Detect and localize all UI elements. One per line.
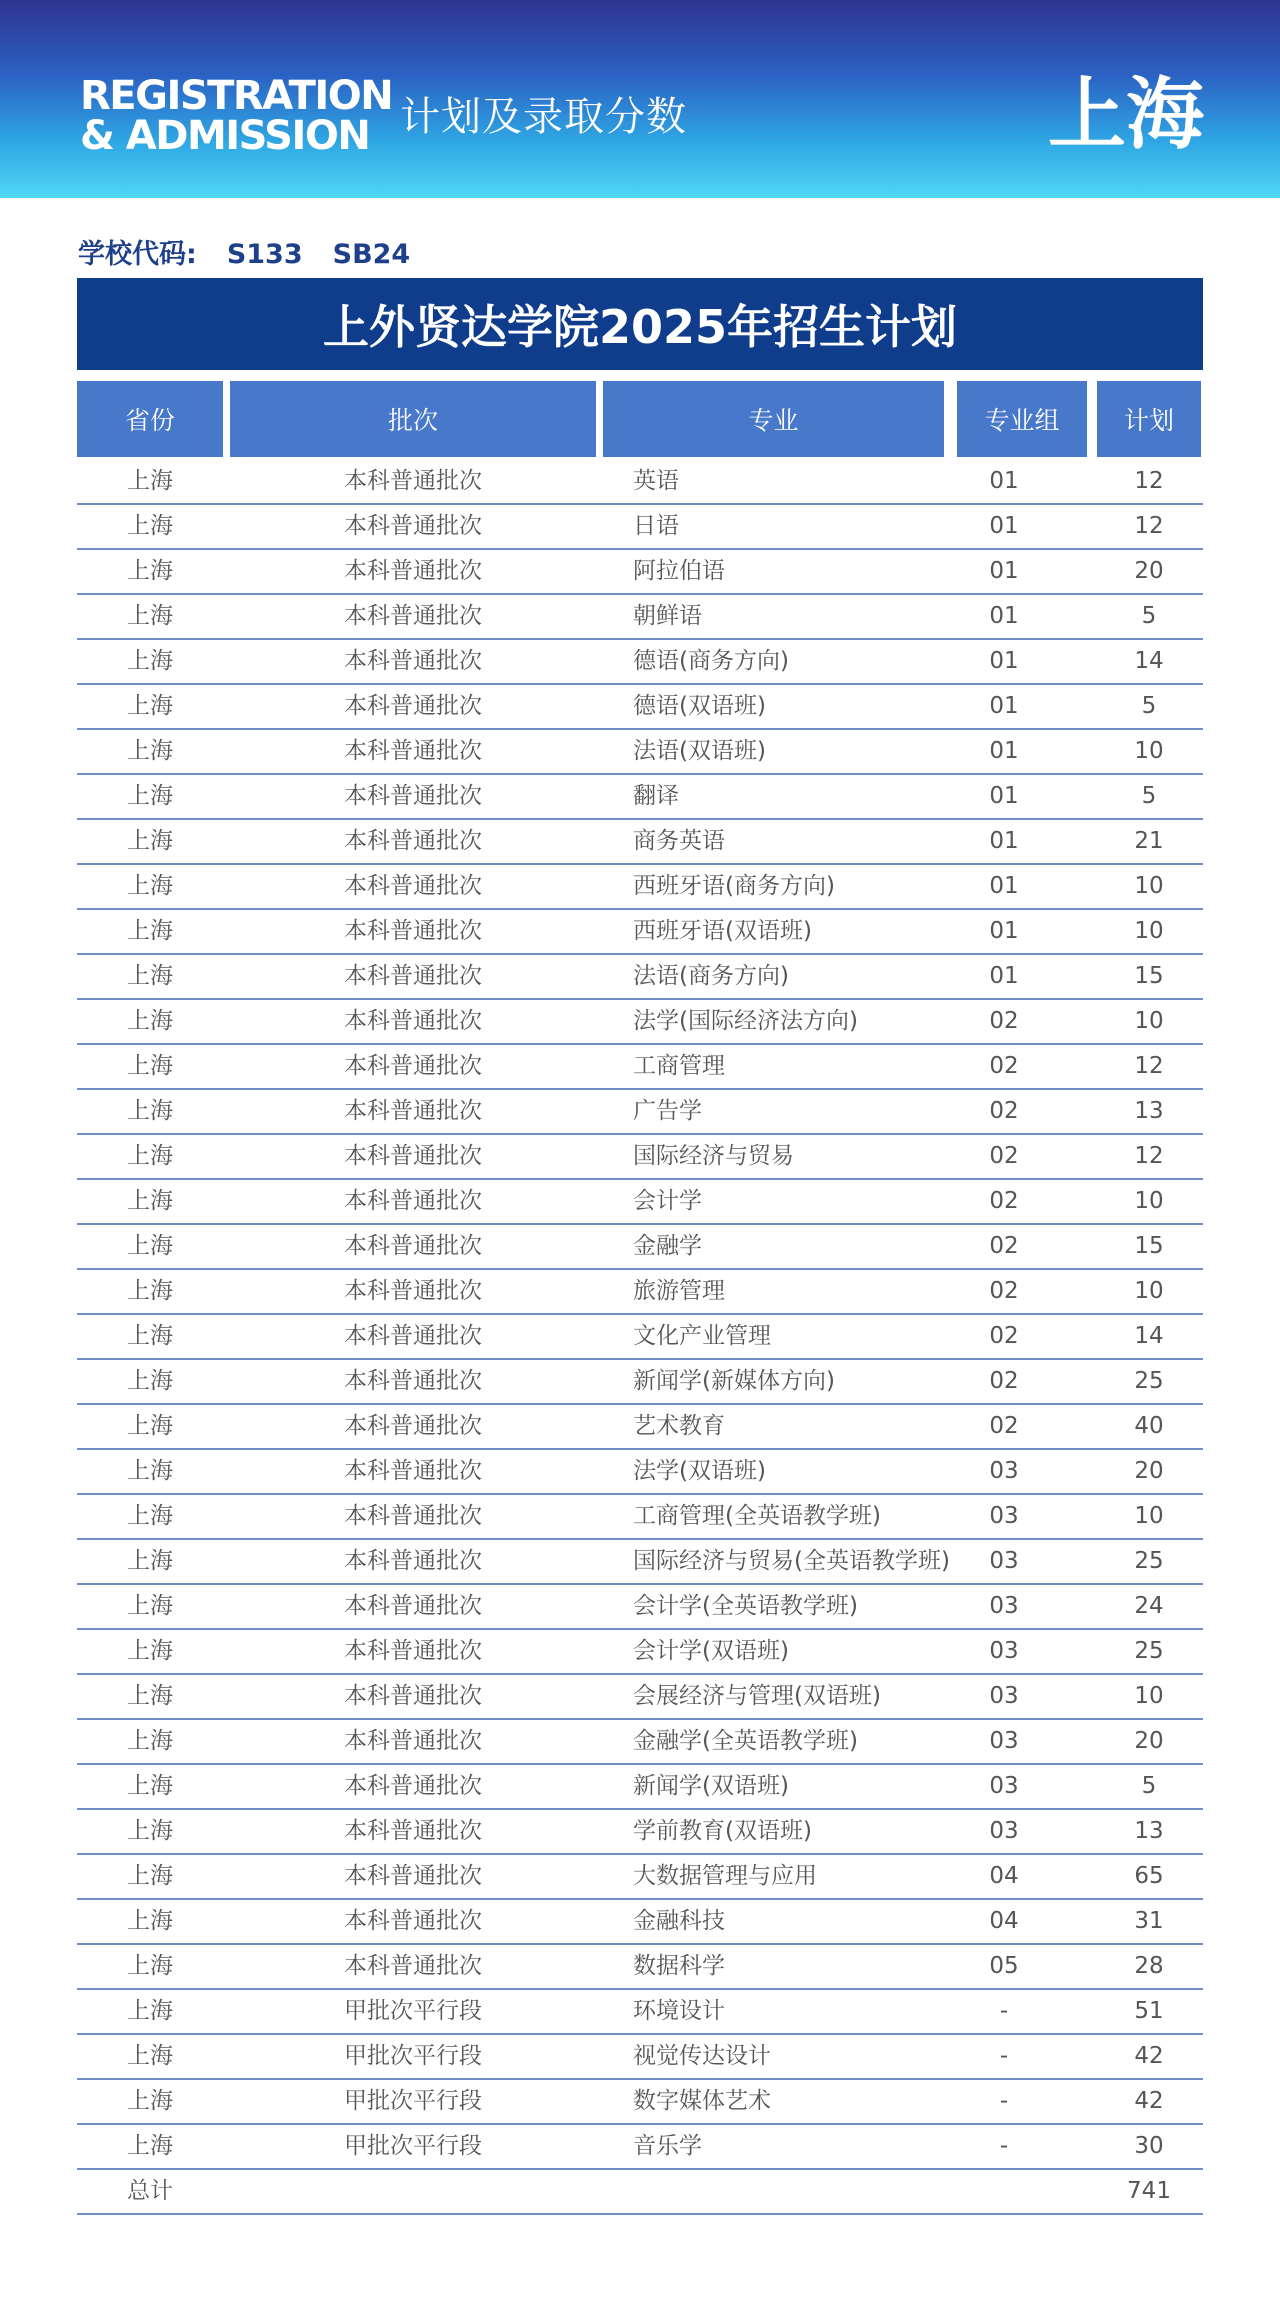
cell-major: 法学(国际经济法方向) <box>633 1008 858 1034</box>
table-row <box>77 1450 1203 1495</box>
brand-logo <box>80 73 393 159</box>
cell-plan: 30 <box>1134 2133 1164 2159</box>
cell-batch: 甲批次平行段 <box>344 2088 482 2114</box>
cell-batch: 本科普通批次 <box>344 648 482 674</box>
table-row <box>77 1585 1203 1630</box>
table-row <box>77 1405 1203 1450</box>
cell-group: 01 <box>989 558 1019 584</box>
table-row <box>77 1045 1203 1090</box>
table-row <box>77 1495 1203 1540</box>
cell-province: 上海 <box>127 2043 173 2069</box>
table-row <box>77 2035 1203 2080</box>
cell-group: - <box>999 1998 1009 2024</box>
cell-plan: 5 <box>1141 783 1157 809</box>
cell-plan: 5 <box>1141 603 1157 629</box>
cell-plan: 40 <box>1134 1413 1164 1439</box>
cell-province: 上海 <box>127 2133 173 2159</box>
cell-province: 上海 <box>127 1503 173 1529</box>
cell-major: 工商管理 <box>633 1053 725 1079</box>
table-row <box>77 685 1203 730</box>
table-row <box>77 1990 1203 2035</box>
cell-province: 上海 <box>127 1233 173 1259</box>
table-row <box>77 1810 1203 1855</box>
cell-province: 上海 <box>127 1008 173 1034</box>
table-row <box>77 1090 1203 1135</box>
cell-major: 西班牙语(商务方向) <box>633 873 835 899</box>
column-header-province: 省份 <box>77 381 223 457</box>
cell-province: 上海 <box>127 1278 173 1304</box>
cell-major: 音乐学 <box>633 2133 702 2159</box>
cell-batch: 本科普通批次 <box>344 1053 482 1079</box>
school-code <box>78 232 440 271</box>
cell-batch: 本科普通批次 <box>344 1503 482 1529</box>
cell-plan: 21 <box>1134 828 1164 854</box>
cell-major: 会展经济与管理(双语班) <box>633 1683 881 1709</box>
cell-batch: 本科普通批次 <box>344 1548 482 1574</box>
cell-plan: 31 <box>1134 1908 1164 1934</box>
cell-major: 金融科技 <box>633 1908 725 1934</box>
cell-province: 上海 <box>127 1413 173 1439</box>
cell-province: 上海 <box>127 963 173 989</box>
table-row <box>77 865 1203 910</box>
cell-plan: 20 <box>1134 558 1164 584</box>
cell-plan: 28 <box>1134 1953 1164 1979</box>
cell-batch: 本科普通批次 <box>344 1413 482 1439</box>
cell-province: 上海 <box>127 1728 173 1754</box>
cell-group: 02 <box>989 1098 1019 1124</box>
total-row <box>77 2170 1203 2215</box>
cell-province: 上海 <box>127 1593 173 1619</box>
column-header-major: 专业 <box>603 381 944 457</box>
cell-plan: 14 <box>1134 648 1164 674</box>
cell-group: 01 <box>989 603 1019 629</box>
table-row <box>77 1765 1203 1810</box>
cell-province: 上海 <box>127 1773 173 1799</box>
cell-province: 上海 <box>127 693 173 719</box>
cell-plan: 15 <box>1134 1233 1164 1259</box>
cell-batch: 本科普通批次 <box>344 873 482 899</box>
cell-province: 上海 <box>127 1863 173 1889</box>
cell-group: 01 <box>989 783 1019 809</box>
cell-batch: 本科普通批次 <box>344 1278 482 1304</box>
cell-plan: 12 <box>1134 468 1164 494</box>
cell-batch: 本科普通批次 <box>344 1728 482 1754</box>
cell-province: 上海 <box>127 1908 173 1934</box>
cell-group: 01 <box>989 468 1019 494</box>
cell-batch: 本科普通批次 <box>344 693 482 719</box>
table-row <box>77 1225 1203 1270</box>
cell-plan: 10 <box>1134 873 1164 899</box>
cell-group: 05 <box>989 1953 1019 1979</box>
cell-batch: 本科普通批次 <box>344 468 482 494</box>
table-title: 上外贤达学院2025年招生计划 <box>77 278 1203 370</box>
cell-major: 金融学 <box>633 1233 702 1259</box>
cell-major: 新闻学(新媒体方向) <box>633 1368 835 1394</box>
cell-plan: 15 <box>1134 963 1164 989</box>
cell-plan: 24 <box>1134 1593 1164 1619</box>
cell-batch: 本科普通批次 <box>344 1683 482 1709</box>
total-value: 741 <box>1127 2178 1171 2204</box>
province-title: 上海 <box>1047 70 1204 160</box>
cell-plan: 14 <box>1134 1323 1164 1349</box>
cell-major: 大数据管理与应用 <box>633 1863 817 1889</box>
cell-group: - <box>999 2133 1009 2159</box>
cell-province: 上海 <box>127 1098 173 1124</box>
table-row <box>77 910 1203 955</box>
cell-batch: 本科普通批次 <box>344 1233 482 1259</box>
cell-batch: 本科普通批次 <box>344 603 482 629</box>
header-banner <box>0 0 1280 198</box>
column-header-group: 专业组 <box>957 381 1087 457</box>
cell-major: 翻译 <box>633 783 679 809</box>
table-row <box>77 1945 1203 1990</box>
table-row <box>77 1000 1203 1045</box>
cell-province: 上海 <box>127 1638 173 1664</box>
cell-plan: 20 <box>1134 1728 1164 1754</box>
cell-plan: 10 <box>1134 1503 1164 1529</box>
school-code-2: SB24 <box>332 239 411 270</box>
table-row <box>77 1360 1203 1405</box>
cell-batch: 本科普通批次 <box>344 1773 482 1799</box>
cell-group: 02 <box>989 1278 1019 1304</box>
cell-group: 02 <box>989 1413 1019 1439</box>
table-row <box>77 775 1203 820</box>
cell-batch: 本科普通批次 <box>344 1098 482 1124</box>
brand-line-1: REGISTRATION <box>80 73 393 119</box>
cell-batch: 本科普通批次 <box>344 558 482 584</box>
cell-major: 数字媒体艺术 <box>633 2088 771 2114</box>
cell-group: 03 <box>989 1638 1019 1664</box>
table-row <box>77 730 1203 775</box>
cell-province: 上海 <box>127 1818 173 1844</box>
cell-batch: 本科普通批次 <box>344 1953 482 1979</box>
column-header-plan: 计划 <box>1097 381 1201 457</box>
cell-batch: 本科普通批次 <box>344 738 482 764</box>
cell-group: 01 <box>989 693 1019 719</box>
table-row <box>77 640 1203 685</box>
cell-province: 上海 <box>127 1188 173 1214</box>
cell-major: 阿拉伯语 <box>633 558 725 584</box>
table-header <box>77 381 1203 457</box>
cell-major: 法学(双语班) <box>633 1458 766 1484</box>
cell-batch: 本科普通批次 <box>344 1458 482 1484</box>
table-row <box>77 955 1203 1000</box>
cell-batch: 本科普通批次 <box>344 1008 482 1034</box>
cell-batch: 本科普通批次 <box>344 1638 482 1664</box>
cell-batch: 本科普通批次 <box>344 963 482 989</box>
cell-group: 02 <box>989 1053 1019 1079</box>
cell-province: 上海 <box>127 648 173 674</box>
cell-batch: 本科普通批次 <box>344 1188 482 1214</box>
cell-batch: 本科普通批次 <box>344 1863 482 1889</box>
cell-plan: 25 <box>1134 1368 1164 1394</box>
cell-major: 朝鲜语 <box>633 603 702 629</box>
school-code-label: 学校代码: <box>78 239 197 270</box>
cell-plan: 5 <box>1141 693 1157 719</box>
cell-province: 上海 <box>127 738 173 764</box>
cell-major: 广告学 <box>633 1098 702 1124</box>
brand-line-2: & ADMISSION <box>80 113 370 159</box>
cell-group: 02 <box>989 1323 1019 1349</box>
cell-province: 上海 <box>127 1368 173 1394</box>
cell-province: 上海 <box>127 603 173 629</box>
cell-major: 西班牙语(双语班) <box>633 918 812 944</box>
cell-province: 上海 <box>127 1053 173 1079</box>
cell-batch: 本科普通批次 <box>344 1368 482 1394</box>
cell-group: - <box>999 2088 1009 2114</box>
cell-group: 01 <box>989 648 1019 674</box>
cell-batch: 甲批次平行段 <box>344 1998 482 2024</box>
cell-group: 03 <box>989 1818 1019 1844</box>
cell-group: 03 <box>989 1773 1019 1799</box>
table-row <box>77 595 1203 640</box>
cell-group: 04 <box>989 1863 1019 1889</box>
cell-group: 03 <box>989 1458 1019 1484</box>
cell-major: 数据科学 <box>633 1953 725 1979</box>
cell-province: 上海 <box>127 468 173 494</box>
cell-batch: 甲批次平行段 <box>344 2043 482 2069</box>
cell-province: 上海 <box>127 828 173 854</box>
cell-group: 01 <box>989 873 1019 899</box>
cell-major: 学前教育(双语班) <box>633 1818 812 1844</box>
cell-group: 02 <box>989 1368 1019 1394</box>
cell-group: 03 <box>989 1548 1019 1574</box>
cell-province: 上海 <box>127 1458 173 1484</box>
cell-group: 02 <box>989 1188 1019 1214</box>
cell-plan: 10 <box>1134 1683 1164 1709</box>
cell-major: 日语 <box>633 513 679 539</box>
cell-group: - <box>999 2043 1009 2069</box>
cell-plan: 13 <box>1134 1818 1164 1844</box>
table-body <box>77 460 1203 2215</box>
cell-plan: 25 <box>1134 1548 1164 1574</box>
cell-major: 德语(商务方向) <box>633 648 789 674</box>
table-row <box>77 1720 1203 1765</box>
cell-major: 法语(双语班) <box>633 738 766 764</box>
table-row <box>77 1675 1203 1720</box>
cell-major: 金融学(全英语教学班) <box>633 1728 858 1754</box>
cell-major: 国际经济与贸易(全英语教学班) <box>633 1548 950 1574</box>
cell-province: 上海 <box>127 918 173 944</box>
cell-batch: 本科普通批次 <box>344 828 482 854</box>
cell-province: 上海 <box>127 513 173 539</box>
cell-plan: 13 <box>1134 1098 1164 1124</box>
table-row <box>77 460 1203 505</box>
cell-major: 环境设计 <box>633 1998 725 2024</box>
cell-batch: 本科普通批次 <box>344 1143 482 1169</box>
cell-major: 会计学(双语班) <box>633 1638 789 1664</box>
table-row <box>77 1630 1203 1675</box>
cell-province: 上海 <box>127 873 173 899</box>
cell-major: 视觉传达设计 <box>633 2043 771 2069</box>
table-row <box>77 1900 1203 1945</box>
cell-major: 德语(双语班) <box>633 693 766 719</box>
cell-major: 新闻学(双语班) <box>633 1773 789 1799</box>
cell-plan: 25 <box>1134 1638 1164 1664</box>
table-row <box>77 1540 1203 1585</box>
school-code-1: S133 <box>226 239 303 270</box>
column-header-batch: 批次 <box>230 381 596 457</box>
cell-major: 文化产业管理 <box>633 1323 771 1349</box>
cell-group: 03 <box>989 1728 1019 1754</box>
cell-group: 04 <box>989 1908 1019 1934</box>
cell-batch: 本科普通批次 <box>344 1908 482 1934</box>
cell-major: 商务英语 <box>633 828 725 854</box>
table-row <box>77 2080 1203 2125</box>
cell-major: 会计学 <box>633 1188 702 1214</box>
cell-major: 国际经济与贸易 <box>633 1143 794 1169</box>
cell-plan: 12 <box>1134 1143 1164 1169</box>
cell-group: 01 <box>989 963 1019 989</box>
cell-group: 03 <box>989 1683 1019 1709</box>
cell-plan: 20 <box>1134 1458 1164 1484</box>
table-row <box>77 505 1203 550</box>
table-row <box>77 2125 1203 2170</box>
cell-province: 上海 <box>127 1998 173 2024</box>
cell-major: 英语 <box>633 468 679 494</box>
cell-group: 03 <box>989 1503 1019 1529</box>
cell-group: 02 <box>989 1233 1019 1259</box>
cell-batch: 本科普通批次 <box>344 1593 482 1619</box>
cell-plan: 5 <box>1141 1773 1157 1799</box>
cell-group: 01 <box>989 513 1019 539</box>
table-row <box>77 1180 1203 1225</box>
cell-province: 上海 <box>127 1683 173 1709</box>
cell-province: 上海 <box>127 783 173 809</box>
cell-batch: 本科普通批次 <box>344 1818 482 1844</box>
cell-batch: 甲批次平行段 <box>344 2133 482 2159</box>
table-row <box>77 550 1203 595</box>
cell-plan: 65 <box>1134 1863 1164 1889</box>
cell-plan: 51 <box>1134 1998 1164 2024</box>
cell-plan: 42 <box>1134 2043 1164 2069</box>
cell-plan: 42 <box>1134 2088 1164 2114</box>
table-row <box>77 1270 1203 1315</box>
cell-plan: 12 <box>1134 513 1164 539</box>
cell-batch: 本科普通批次 <box>344 783 482 809</box>
cell-group: 01 <box>989 918 1019 944</box>
cell-group: 02 <box>989 1143 1019 1169</box>
cell-plan: 10 <box>1134 918 1164 944</box>
cell-plan: 10 <box>1134 1278 1164 1304</box>
cell-province: 上海 <box>127 1143 173 1169</box>
cell-group: 01 <box>989 828 1019 854</box>
cell-batch: 本科普通批次 <box>344 1323 482 1349</box>
cell-major: 法语(商务方向) <box>633 963 789 989</box>
cell-major: 工商管理(全英语教学班) <box>633 1503 881 1529</box>
table-row <box>77 1315 1203 1360</box>
table-row <box>77 820 1203 865</box>
cell-batch: 本科普通批次 <box>344 513 482 539</box>
total-label: 总计 <box>127 2178 173 2204</box>
cell-plan: 10 <box>1134 1188 1164 1214</box>
cell-plan: 10 <box>1134 1008 1164 1034</box>
cell-province: 上海 <box>127 1323 173 1349</box>
cell-plan: 10 <box>1134 738 1164 764</box>
cell-major: 艺术教育 <box>633 1413 725 1439</box>
cell-group: 03 <box>989 1593 1019 1619</box>
cell-province: 上海 <box>127 558 173 584</box>
cell-province: 上海 <box>127 1548 173 1574</box>
table-row <box>77 1135 1203 1180</box>
cell-major: 会计学(全英语教学班) <box>633 1593 858 1619</box>
cell-group: 01 <box>989 738 1019 764</box>
cell-batch: 本科普通批次 <box>344 918 482 944</box>
cell-group: 02 <box>989 1008 1019 1034</box>
cell-plan: 12 <box>1134 1053 1164 1079</box>
cell-province: 上海 <box>127 1953 173 1979</box>
header-subtitle: 计划及录取分数 <box>400 94 687 140</box>
cell-major: 旅游管理 <box>633 1278 725 1304</box>
table-row <box>77 1855 1203 1900</box>
cell-province: 上海 <box>127 2088 173 2114</box>
